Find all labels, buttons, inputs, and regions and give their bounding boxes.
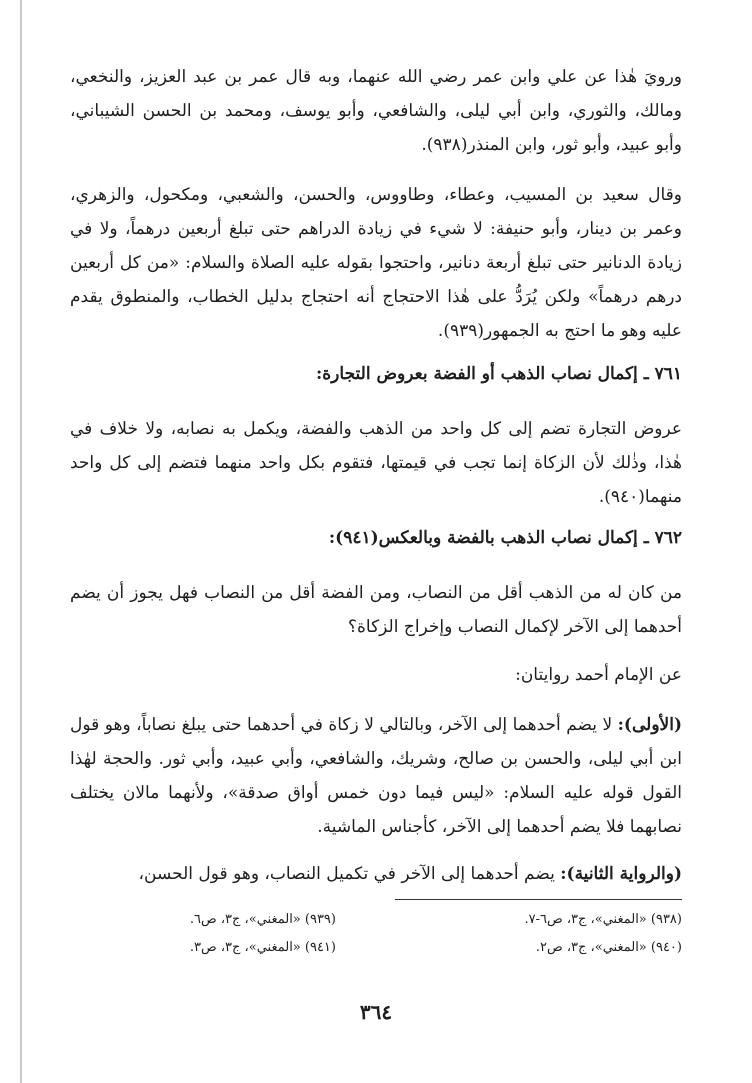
paragraph-5: عن الإمام أحمد روايتان: [515,665,682,685]
paragraph-4: من كان له من الذهب أقل من النصاب، ومن الفضة أقل من النصاب فهل يجوز أن يضم أحدهما إلى الآخر لإكمال النصاب وإخراج الزكاة؟ [70,583,682,637]
footnote-938: (٩٣٨) «المغني»، ج٣، ص٦-٧. [524,912,682,927]
paragraph-7 [70,857,682,891]
paragraph-6 [70,708,682,844]
section-heading-762: ٧٦٢ ـ إكمال نصاب الذهب بالفضة وبالعكس(٩٤١): [328,528,682,548]
paragraph-3: عروض التجارة تضم إلى كل واحد من الذهب والفضة، ويكمل به نصابه، ولا خلاف في هٰذا، وذٰلك لأن الزكاة إنما تجب في قيمتها، فتقوم بكل واحد منهما فتضم إلى كل واحد منهما(٩٤٠). [70,419,682,507]
page-number: ٣٦٤ [359,1000,393,1024]
footnote-941: (٩٤١) «المغني»، ج٣، ص٣. [189,940,336,955]
paragraph-6-lead: (الأولى): [617,715,682,735]
paragraph-7-body: يضم أحدهما إلى الآخر في تكميل النصاب، وهو قول الحسن، [138,864,561,884]
paragraph-6-body: لا يضم أحدهما إلى الآخر، وبالتالي لا زكاة في أحدهما حتى يبلغ نصاباً، وهو قول ابن أبي ليلى، والحسن بن صالح، وشريك، والشافعي، وأبي عبيد، وأبي ثور. والحجة لهٰذا القول قوله عليه السلام: «ليس فيما دون خمس أواق صدقة»، ولأنهما مالان يختلف نصابهما فلا يضم أحدهما إلى الآخر، كأجناس الماشية. [70,715,682,837]
section-heading-761: ٧٦١ ـ إكمال نصاب الذهب أو الفضة بعروض التجارة: [316,364,682,384]
paragraph-7-lead: (والرواية الثانية): [560,864,682,884]
footnotes [70,906,682,962]
footnote-939: (٩٣٩) «المغني»، ج٣، ص٦. [189,912,336,927]
footnote-divider [395,899,682,900]
footnote-940: (٩٤٠) «المغني»، ج٣، ص٢. [535,940,682,955]
page-edge-line [20,0,22,1083]
paragraph-2: وقال سعيد بن المسيب، وعطاء، وطاووس، والحسن، والشعبي، ومكحول، والزهري، وعمر بن دينار، وأبو حنيفة: لا شيء في زيادة الدراهم حتى تبلغ أربعين درهماً، ولا في زيادة الدنانير حتى تبلغ أربعة دنانير، واحتجوا بقوله عليه الصلاة والسلام: «من كل أربعين درهم درهماً» ولكن يُرَدُّ على هٰذا الاحتجاج أنه احتجاج بدليل الخطاب، والمنطوق يقدم عليه وهو ما احتج به الجمهور(٩٣٩). [70,185,682,341]
paragraph-1: ورويَ هٰذا عن علي وابن عمر رضي الله عنهما، وبه قال عمر بن عبد العزيز، والنخعي، ومالك، والثوري، وابن أبي ليلى، والشافعي، وأبو يوسف، ومحمد بن الحسن الشيباني، وأبو عبيد، وأبو ثور، وابن المنذر(٩٣٨). [70,67,682,155]
